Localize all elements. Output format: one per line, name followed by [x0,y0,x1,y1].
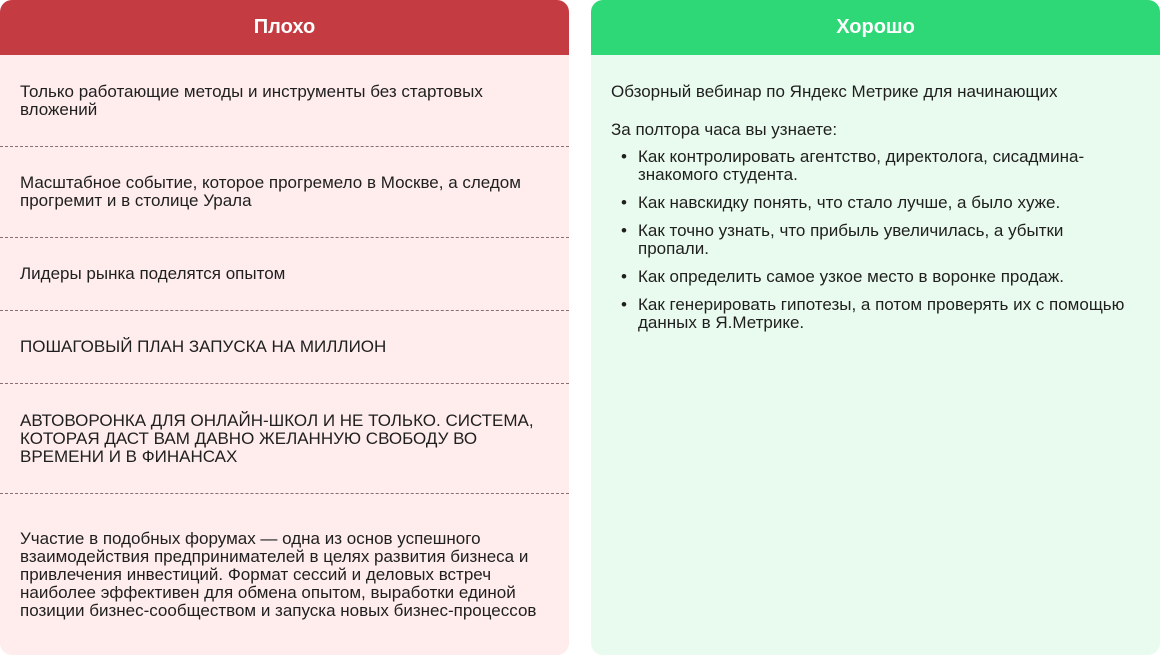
bad-example-item [0,55,569,147]
good-example-body [591,55,1160,332]
bullet-icon: • [621,147,627,166]
bad-example-item [0,147,569,238]
good-example-intro: Обзорный вебинар по Яндекс Метрике для начинающих [611,82,1058,101]
good-bullet-list [611,148,1140,332]
bullet-icon: • [621,193,627,212]
good-bullet-text: Как определить самое узкое место в воронке продаж. [638,267,1064,286]
good-bullet-item [611,296,1126,332]
bullet-icon: • [621,221,627,240]
bullet-icon: • [621,295,627,314]
bad-example-item [0,494,569,655]
bullet-icon: • [621,267,627,286]
bad-examples-list [0,55,569,655]
good-bullet-item [611,222,1126,258]
bad-example-text: Только работающие методы и инструменты без стартовых вложений [20,81,483,119]
bad-card-title: Плохо [0,0,569,55]
bad-example-text: Лидеры рынка поделятся опытом [20,264,286,283]
bad-example-item [0,384,569,494]
good-bullet-item [611,194,1126,212]
bad-example-text: Участие в подобных форумах — одна из основ успешного взаимодействия предпринимателей в целях развития бизнеса и привлечения инвестиций. Формат сессий и деловых встреч наиболее эффективен для обмена опытом, выработки единой позиции бизнес-сообществом и запуска новых бизнес-процессов [20,528,537,620]
bad-example-item [0,311,569,384]
bad-example-item [0,238,569,311]
good-bullet-text: Как генерировать гипотезы, а потом проверять их с помощью данных в Я.Метрике. [638,295,1125,332]
good-bullet-text: Как точно узнать, что прибыль увеличилась, а убытки пропали. [638,221,1064,258]
good-bullet-item [611,148,1126,184]
bad-card [0,0,569,655]
good-card [591,0,1160,655]
good-bullet-item [611,268,1126,286]
bad-example-text: ПОШАГОВЫЙ ПЛАН ЗАПУСКА НА МИЛЛИОН [20,337,387,356]
bad-example-text: Масштабное событие, которое прогремело в Москве, а следом прогремит и в столице Урала [20,173,521,210]
good-example-lead: За полтора часа вы узнаете: [611,120,838,139]
good-bullet-text: Как контролировать агентство, директолога, сисадмина-знакомого студента. [638,147,1085,184]
good-card-title: Хорошо [591,0,1160,55]
good-bullet-text: Как навскидку понять, что стало лучше, а было хуже. [638,193,1061,212]
bad-example-text: АВТОВОРОНКА ДЛЯ ОНЛАЙН-ШКОЛ И НЕ ТОЛЬКО. СИСТЕМА, КОТОРАЯ ДАСТ ВАМ ДАВНО ЖЕЛАННУЮ СВОБОДУ ВО ВРЕМЕНИ И В ФИНАНСАХ [20,410,534,466]
